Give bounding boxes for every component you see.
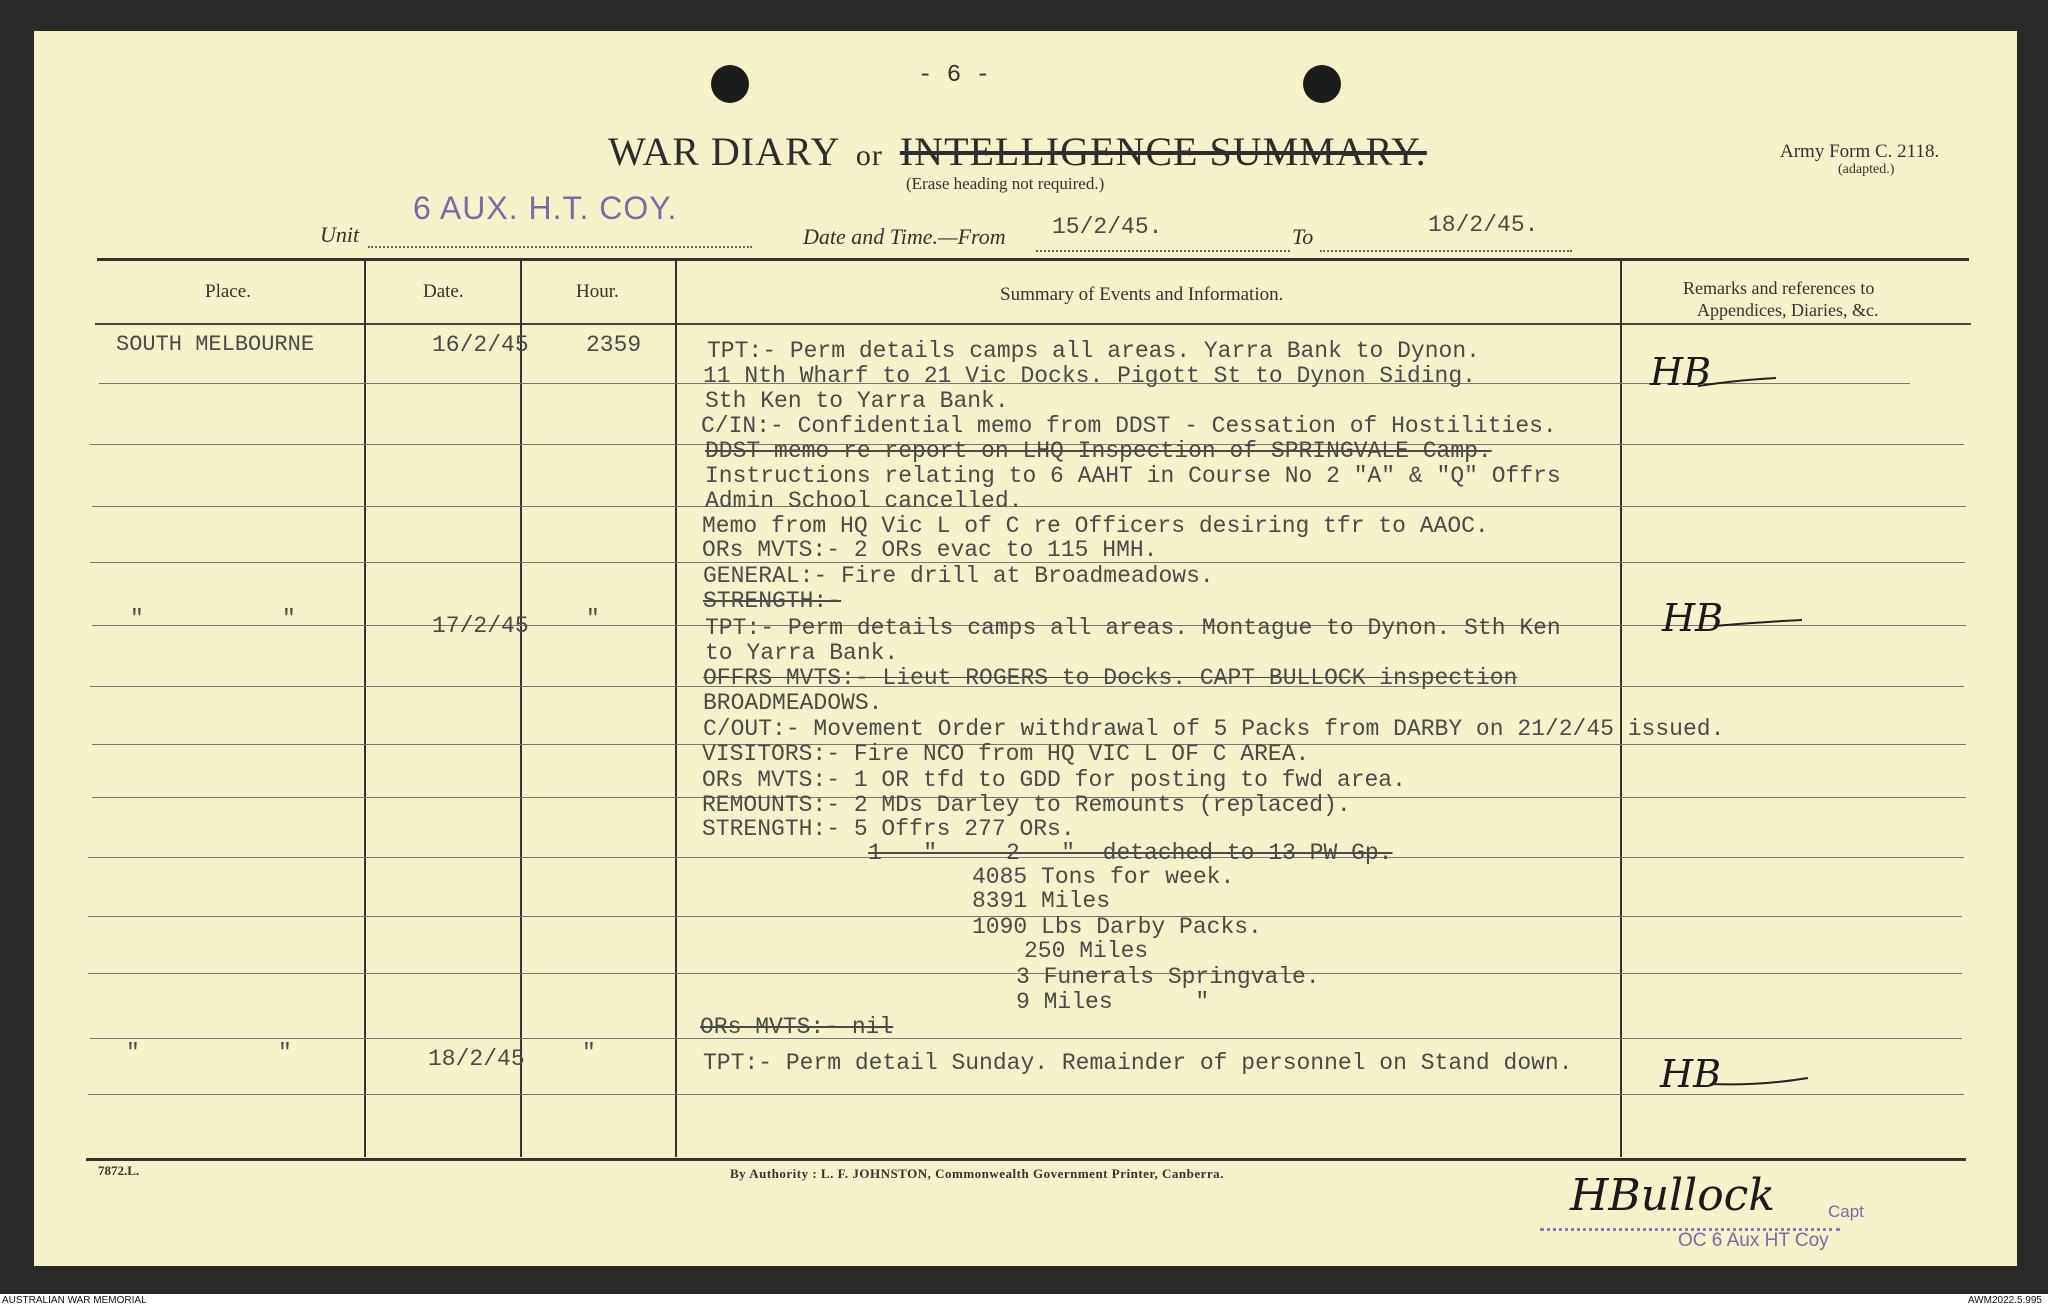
title-war-diary: WAR DIARY xyxy=(608,129,839,174)
summary-line: TPT:- Perm details camps all areas. Montague to Dynon. Sth Ken xyxy=(705,615,1561,641)
entry-2-date: 17/2/45 xyxy=(432,613,529,639)
summary-line: BROADMEADOWS. xyxy=(703,690,883,716)
summary-line: 8391 Miles xyxy=(972,888,1111,914)
army-form-sub: (adapted.) xyxy=(1838,162,1895,177)
summary-line: 1 " 2 " detached to 13 PW Gp. xyxy=(868,840,1393,866)
punch-hole-left xyxy=(711,65,749,103)
entry-2-place-ditto-1: " xyxy=(130,606,144,632)
header-date: Date. xyxy=(423,281,464,302)
summary-line: 3 Funerals Springvale. xyxy=(1016,964,1320,990)
credit-left: AUSTRALIAN WAR MEMORIAL xyxy=(2,1295,147,1306)
header-summary: Summary of Events and Information. xyxy=(1000,284,1284,305)
oc-stamp: OC 6 Aux HT Coy xyxy=(1678,1230,1829,1251)
unit-label: Unit xyxy=(320,222,360,247)
table-top-rule xyxy=(97,258,1969,261)
summary-line: TPT:- Perm details camps all areas. Yarra Bank to Dynon. xyxy=(707,338,1480,364)
erase-note: (Erase heading not required.) xyxy=(906,174,1105,193)
title-intelligence-summary: INTELLIGENCE SUMMARY. xyxy=(899,129,1427,174)
summary-line: STRENGTH:- xyxy=(703,588,842,614)
col-divider-3 xyxy=(675,260,677,1157)
unit-stamp: 6 AUX. H.T. COY. xyxy=(413,190,678,226)
header-place: Place. xyxy=(205,281,251,302)
col-divider-2 xyxy=(520,260,522,1157)
initials-entry-1: HB xyxy=(1650,350,1780,400)
unit-underline xyxy=(368,246,752,248)
entry-3-place-ditto-2: " xyxy=(278,1040,292,1066)
entry-1-date: 16/2/45 xyxy=(432,332,529,358)
entry-2-place-ditto-2: " xyxy=(282,606,296,632)
table-bottom-rule xyxy=(86,1158,1966,1161)
date-from: 15/2/45. xyxy=(1052,214,1163,240)
army-form-label: Army Form C. 2118. xyxy=(1780,141,1940,162)
summary-line: 250 Miles xyxy=(1024,938,1149,964)
entry-3-hour: " xyxy=(582,1040,596,1066)
entry-1-place: SOUTH MELBOURNE xyxy=(116,332,315,357)
summary-line: REMOUNTS:- 2 MDs Darley to Remounts (replaced). xyxy=(702,792,1351,818)
signature-text: HBullock xyxy=(1570,1170,1775,1221)
page-title xyxy=(608,128,1427,175)
summary-line: OFFRS MVTS:- Lieut ROGERS to Docks. CAPT BULLOCK inspection xyxy=(703,665,1518,691)
archive-credit-strip xyxy=(0,1294,2048,1307)
date-to: 18/2/45. xyxy=(1428,212,1539,238)
summary-line: DDST memo re report on LHQ Inspection of SPRINGVALE Camp. xyxy=(705,438,1492,464)
initials-flourish-1 xyxy=(1698,374,1778,394)
ruled-line xyxy=(92,506,1966,507)
summary-line: Sth Ken to Yarra Bank. xyxy=(705,388,1009,414)
header-hour: Hour. xyxy=(576,281,619,302)
summary-line: STRENGTH:- 5 Offrs 277 ORs. xyxy=(702,816,1075,842)
entry-3-date: 18/2/45 xyxy=(428,1046,525,1072)
summary-line: 11 Nth Wharf to 21 Vic Docks. Pigott St to Dynon Siding. xyxy=(703,363,1476,389)
commanding-officer-signature xyxy=(1540,1170,1890,1260)
summary-line: Memo from HQ Vic L of C re Officers desiring tfr to AAOC. xyxy=(702,513,1489,539)
summary-line: Instructions relating to 6 AAHT in Course No 2 "A" & "Q" Offrs xyxy=(705,463,1561,489)
col-divider-1 xyxy=(364,260,366,1157)
page-number: - 6 - xyxy=(918,62,991,89)
summary-line: TPT:- Perm detail Sunday. Remainder of personnel on Stand down. xyxy=(703,1050,1573,1076)
summary-line: 4085 Tons for week. xyxy=(972,864,1235,890)
signature-rank: Capt xyxy=(1828,1202,1864,1221)
entry-3-place-ditto-1: " xyxy=(126,1040,140,1066)
initials-flourish-2 xyxy=(1714,616,1804,636)
date-to-underline xyxy=(1320,250,1572,252)
summary-line: VISITORS:- Fire NCO from HQ VIC L OF C AREA. xyxy=(702,741,1310,767)
credit-right: AWM2022.5.995 xyxy=(1967,1295,2042,1306)
summary-line: GENERAL:- Fire drill at Broadmeadows. xyxy=(703,563,1214,589)
summary-line: to Yarra Bank. xyxy=(705,640,899,666)
date-from-underline xyxy=(1036,250,1290,252)
table-header-rule xyxy=(95,323,1971,325)
entry-2-hour: " xyxy=(586,606,600,632)
date-to-label: To xyxy=(1292,224,1314,249)
summary-line: ORs MVTS:- 1 OR tfd to GDD for posting to fwd area. xyxy=(702,767,1406,793)
punch-hole-right xyxy=(1303,65,1341,103)
ruled-line xyxy=(90,1038,1962,1039)
summary-line: Admin School cancelled. xyxy=(705,488,1023,514)
summary-line: 1090 Lbs Darby Packs. xyxy=(972,914,1262,940)
initials-entry-3: HB xyxy=(1660,1052,1820,1102)
summary-line: 9 Miles " xyxy=(1016,989,1210,1015)
summary-line: ORs MVTS:- nil xyxy=(700,1014,894,1040)
title-or: or xyxy=(855,139,883,172)
col-divider-4 xyxy=(1620,260,1622,1157)
summary-line: C/OUT:- Movement Order withdrawal of 5 Packs from DARBY on 21/2/45 issued. xyxy=(703,716,1725,742)
summary-line: C/IN:- Confidential memo from DDST - Cessation of Hostilities. xyxy=(701,413,1557,439)
entry-1-hour: 2359 xyxy=(586,332,642,358)
date-time-label: Date and Time.—From xyxy=(803,224,1006,249)
header-remarks-2: Appendices, Diaries, &c. xyxy=(1697,300,1879,320)
summary-line: ORs MVTS:- 2 ORs evac to 115 HMH. xyxy=(702,537,1158,563)
initials-entry-2: HB xyxy=(1662,596,1812,646)
initials-flourish-3 xyxy=(1710,1072,1810,1092)
form-code: 7872.L. xyxy=(98,1163,140,1178)
header-remarks-1: Remarks and references to xyxy=(1683,278,1875,298)
printer-authority: By Authority : L. F. JOHNSTON, Commonwealth Government Printer, Canberra. xyxy=(730,1166,1224,1181)
